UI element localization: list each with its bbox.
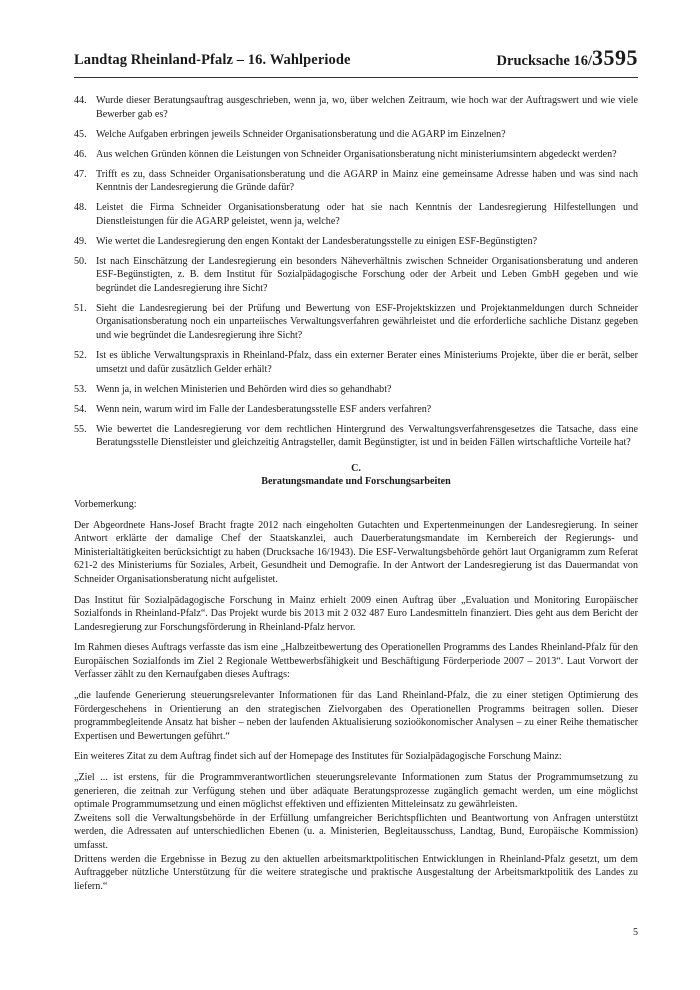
question-item bbox=[74, 403, 638, 417]
question-number: 49. bbox=[74, 235, 87, 247]
question-text: Leistet die Firma Schneider Organisationsberatung oder hat sie nach Kenntnis der Landesregierung Hilfestellungen und Dienstleistungen für die AGARP geleistet, wenn ja, welche? bbox=[96, 202, 638, 227]
quotation: „die laufende Generierung steuerungsrelevanter Informationen für das Land Rheinland-Pfalz, die zu einer stetigen Optimierung des Fördergeschehens in Orientierung an den strategischen Zielvorgaben des Operationellen Programms beitragen sollen. Dieser programmbegleitende Ansatz hat bisher – neben der laufenden Aktualisierung sozioökonomischer Analysen – zu einer Reihe thematischer Expertisen und Bewertungen geführt.“ bbox=[74, 690, 638, 742]
question-list bbox=[74, 94, 638, 450]
question-item bbox=[74, 383, 638, 397]
section-title: Beratungsmandate und Forschungsarbeiten bbox=[261, 476, 451, 488]
quotation-line: „Ziel ... ist erstens, für die Programmverantwortlichen steuerungsrelevante Informationen zum Status der Programmumsetzung zu generieren, die zeitnah zur Verfügung stehen und über adäquate Beratungsprozesse zugänglich gemacht werden, um eine möglichst optimale Programmumsetzung und einen möglichst effektiven und effizienten Mitteleinsatz zu gewährleisten. bbox=[74, 772, 638, 811]
question-number: 47. bbox=[74, 168, 87, 180]
section-heading bbox=[74, 462, 638, 489]
quotation bbox=[74, 771, 638, 893]
question-number: 51. bbox=[74, 302, 87, 314]
question-number: 45. bbox=[74, 128, 87, 140]
question-text: Wie wertet die Landesregierung den engen Kontakt der Landesberatungsstelle zu einigen ESF-Begünstigten? bbox=[96, 235, 538, 247]
document-body bbox=[74, 94, 638, 893]
question-text: Wurde dieser Beratungsauftrag ausgeschrieben, wenn ja, wo, über welchen Zeitraum, wie hoch war der Auftragswert und wie viele Bewerber gab es? bbox=[96, 95, 638, 120]
question-number: 53. bbox=[74, 383, 87, 395]
question-text: Welche Aufgaben erbringen jeweils Schneider Organisationsberatung und die AGARP im Einzelnen? bbox=[96, 128, 506, 140]
question-text: Wenn ja, in welchen Ministerien und Behörden wird dies so gehandhabt? bbox=[96, 383, 392, 395]
section-letter: C. bbox=[351, 462, 361, 474]
question-item bbox=[74, 302, 638, 343]
question-number: 54. bbox=[74, 403, 87, 415]
paragraph: Ein weiteres Zitat zu dem Auftrag findet sich auf der Homepage des Institutes für Sozialpädagogische Forschung Mainz: bbox=[74, 751, 562, 763]
paragraph: Das Institut für Sozialpädagogische Forschung in Mainz erhielt 2009 einen Auftrag über „Evaluation und Monitoring Europäischer Sozialfonds in Rheinland-Pfalz“. Das Projekt wurde bis 2013 mit 2 032 487 Euro Landesmitteln finanziert. Dies geht aus dem Bericht der Landesregierung zur Forschungsförderung in Rheinland-Pfalz hervor. bbox=[74, 594, 638, 633]
question-text: Wie bewertet die Landesregierung vor dem rechtlichen Hintergrund des Verwaltungsverfahrensgesetzes die Tatsache, dass eine Beratungsstelle Dienstleister und gleichzeitig Antragsteller, damit Begünstigter, ist und in beiden Fällen wirtschaftliche Vorteile hat? bbox=[96, 423, 638, 449]
question-item bbox=[74, 255, 638, 296]
question-item bbox=[74, 94, 638, 121]
prenote-label: Vorbemerkung: bbox=[74, 498, 137, 510]
question-number: 50. bbox=[74, 255, 87, 267]
question-number: 48. bbox=[74, 202, 87, 214]
question-text: Ist es übliche Verwaltungspraxis in Rheinland-Pfalz, dass ein externer Berater eines Ministeriums Projekte, über die er berät, selber umsetzt und dafür zusätzlich Gelder erhält? bbox=[96, 350, 638, 375]
drucksache-reference bbox=[497, 45, 638, 71]
drucksache-number: 3595 bbox=[592, 45, 638, 70]
question-item bbox=[74, 148, 638, 162]
question-item bbox=[74, 128, 638, 142]
paragraph: Der Abgeordnete Hans-Josef Bracht fragte 2012 nach eingeholten Gutachten und Expertenmeinungen der Landesregierung. In seiner Antwort erklärte der damalige Chef der Staatskanzlei, auch Dauerberatungsmandate im Kernbereich der Regierungs- und Ministerialtätigkeiten berücksichtigt zu haben (Drucksache 16/1943). Die ESF-Verwaltungsbehörde gehört laut Organigramm zum Referat 621-2 des Ministeriums für Soziales, Arbeit, Gesundheit und Demografie. In der Antwort der Landesregierung ist das Dauermandat von Schneider Organisationsberatung nicht aufgelistet. bbox=[74, 519, 638, 585]
question-text: Sieht die Landesregierung bei der Prüfung und Bewertung von ESF-Projektskizzen und Projektanmeldungen durch Schneider Organisationsberatung noch ein unparteiisches Verwaltungsverfahren gewährleistet und die erforderliche sachliche Distanz gegeben und wie begründet die Landesregierung ihre Sicht? bbox=[96, 302, 638, 342]
question-number: 55. bbox=[74, 423, 87, 435]
question-item bbox=[74, 423, 638, 450]
question-item bbox=[74, 168, 638, 195]
quotation-line: Zweitens soll die Verwaltungsbehörde in der Erfüllung umfangreicher Berichtspflichten und Beantwortung von Anfragen unterstützt werden, die Adressaten auf unterschiedlichen Ebenen (u. a. Ministerien, Begleitausschuss, Landtag, Bund, Europäische Kommission) umfasst. bbox=[74, 812, 638, 852]
page-number: 5 bbox=[633, 927, 638, 938]
question-number: 46. bbox=[74, 148, 87, 160]
question-item bbox=[74, 201, 638, 228]
question-text: Wenn nein, warum wird im Falle der Landesberatungsstelle ESF anders verfahren? bbox=[96, 403, 432, 415]
question-text: Aus welchen Gründen können die Leistungen von Schneider Organisationsberatung nicht ministeriumsintern abgedeckt werden? bbox=[96, 148, 617, 160]
header-title: Landtag Rheinland-Pfalz – 16. Wahlperiode bbox=[74, 52, 351, 68]
quotation-line: Drittens werden die Ergebnisse in Bezug zu den aktuellen arbeitsmarktpolitischen Entwicklungen in Rheinland-Pfalz gesetzt, um dem Auftraggeber nützliche Unterstützung für die weitere strategische und praktische Ausgestaltung der Arbeitsmarktpolitik des Landes zu liefern.“ bbox=[74, 853, 638, 892]
question-text: Ist nach Einschätzung der Landesregierung ein besonders Näheverhältnis zwischen Schneider Organisationsberatung und anderen ESF-Begünstigten, z. B. dem Institut für Sozialpädagogische Forschung oder der Arbeit und Leben GmbH gegeben und wie begründet die Landesregierung ihre Sicht? bbox=[96, 255, 638, 294]
question-number: 52. bbox=[74, 350, 87, 362]
question-item bbox=[74, 235, 638, 249]
question-number: 44. bbox=[74, 95, 87, 106]
paragraph: Im Rahmen dieses Auftrags verfasste das ism eine „Halbzeitbewertung des Operationellen Programms des Landes Rheinland-Pfalz für den Europäischen Sozialfonds im Ziel 2 Regionale Wettbewerbsfähigkeit und Beschäftigung Förderperiode 2007 – 2013“. Laut Vorwort der Verfasser zählt zu den Kernaufgaben dieses Auftrags: bbox=[74, 642, 638, 681]
drucksache-label: Drucksache 16/ bbox=[496, 53, 592, 69]
page-header bbox=[74, 42, 638, 78]
question-text: Trifft es zu, dass Schneider Organisationsberatung und die AGARP in Mainz eine gemeinsame Adresse haben und was sind nach Kenntnis der Landesregierung die Gründe dafür? bbox=[96, 168, 638, 194]
question-item bbox=[74, 349, 638, 376]
